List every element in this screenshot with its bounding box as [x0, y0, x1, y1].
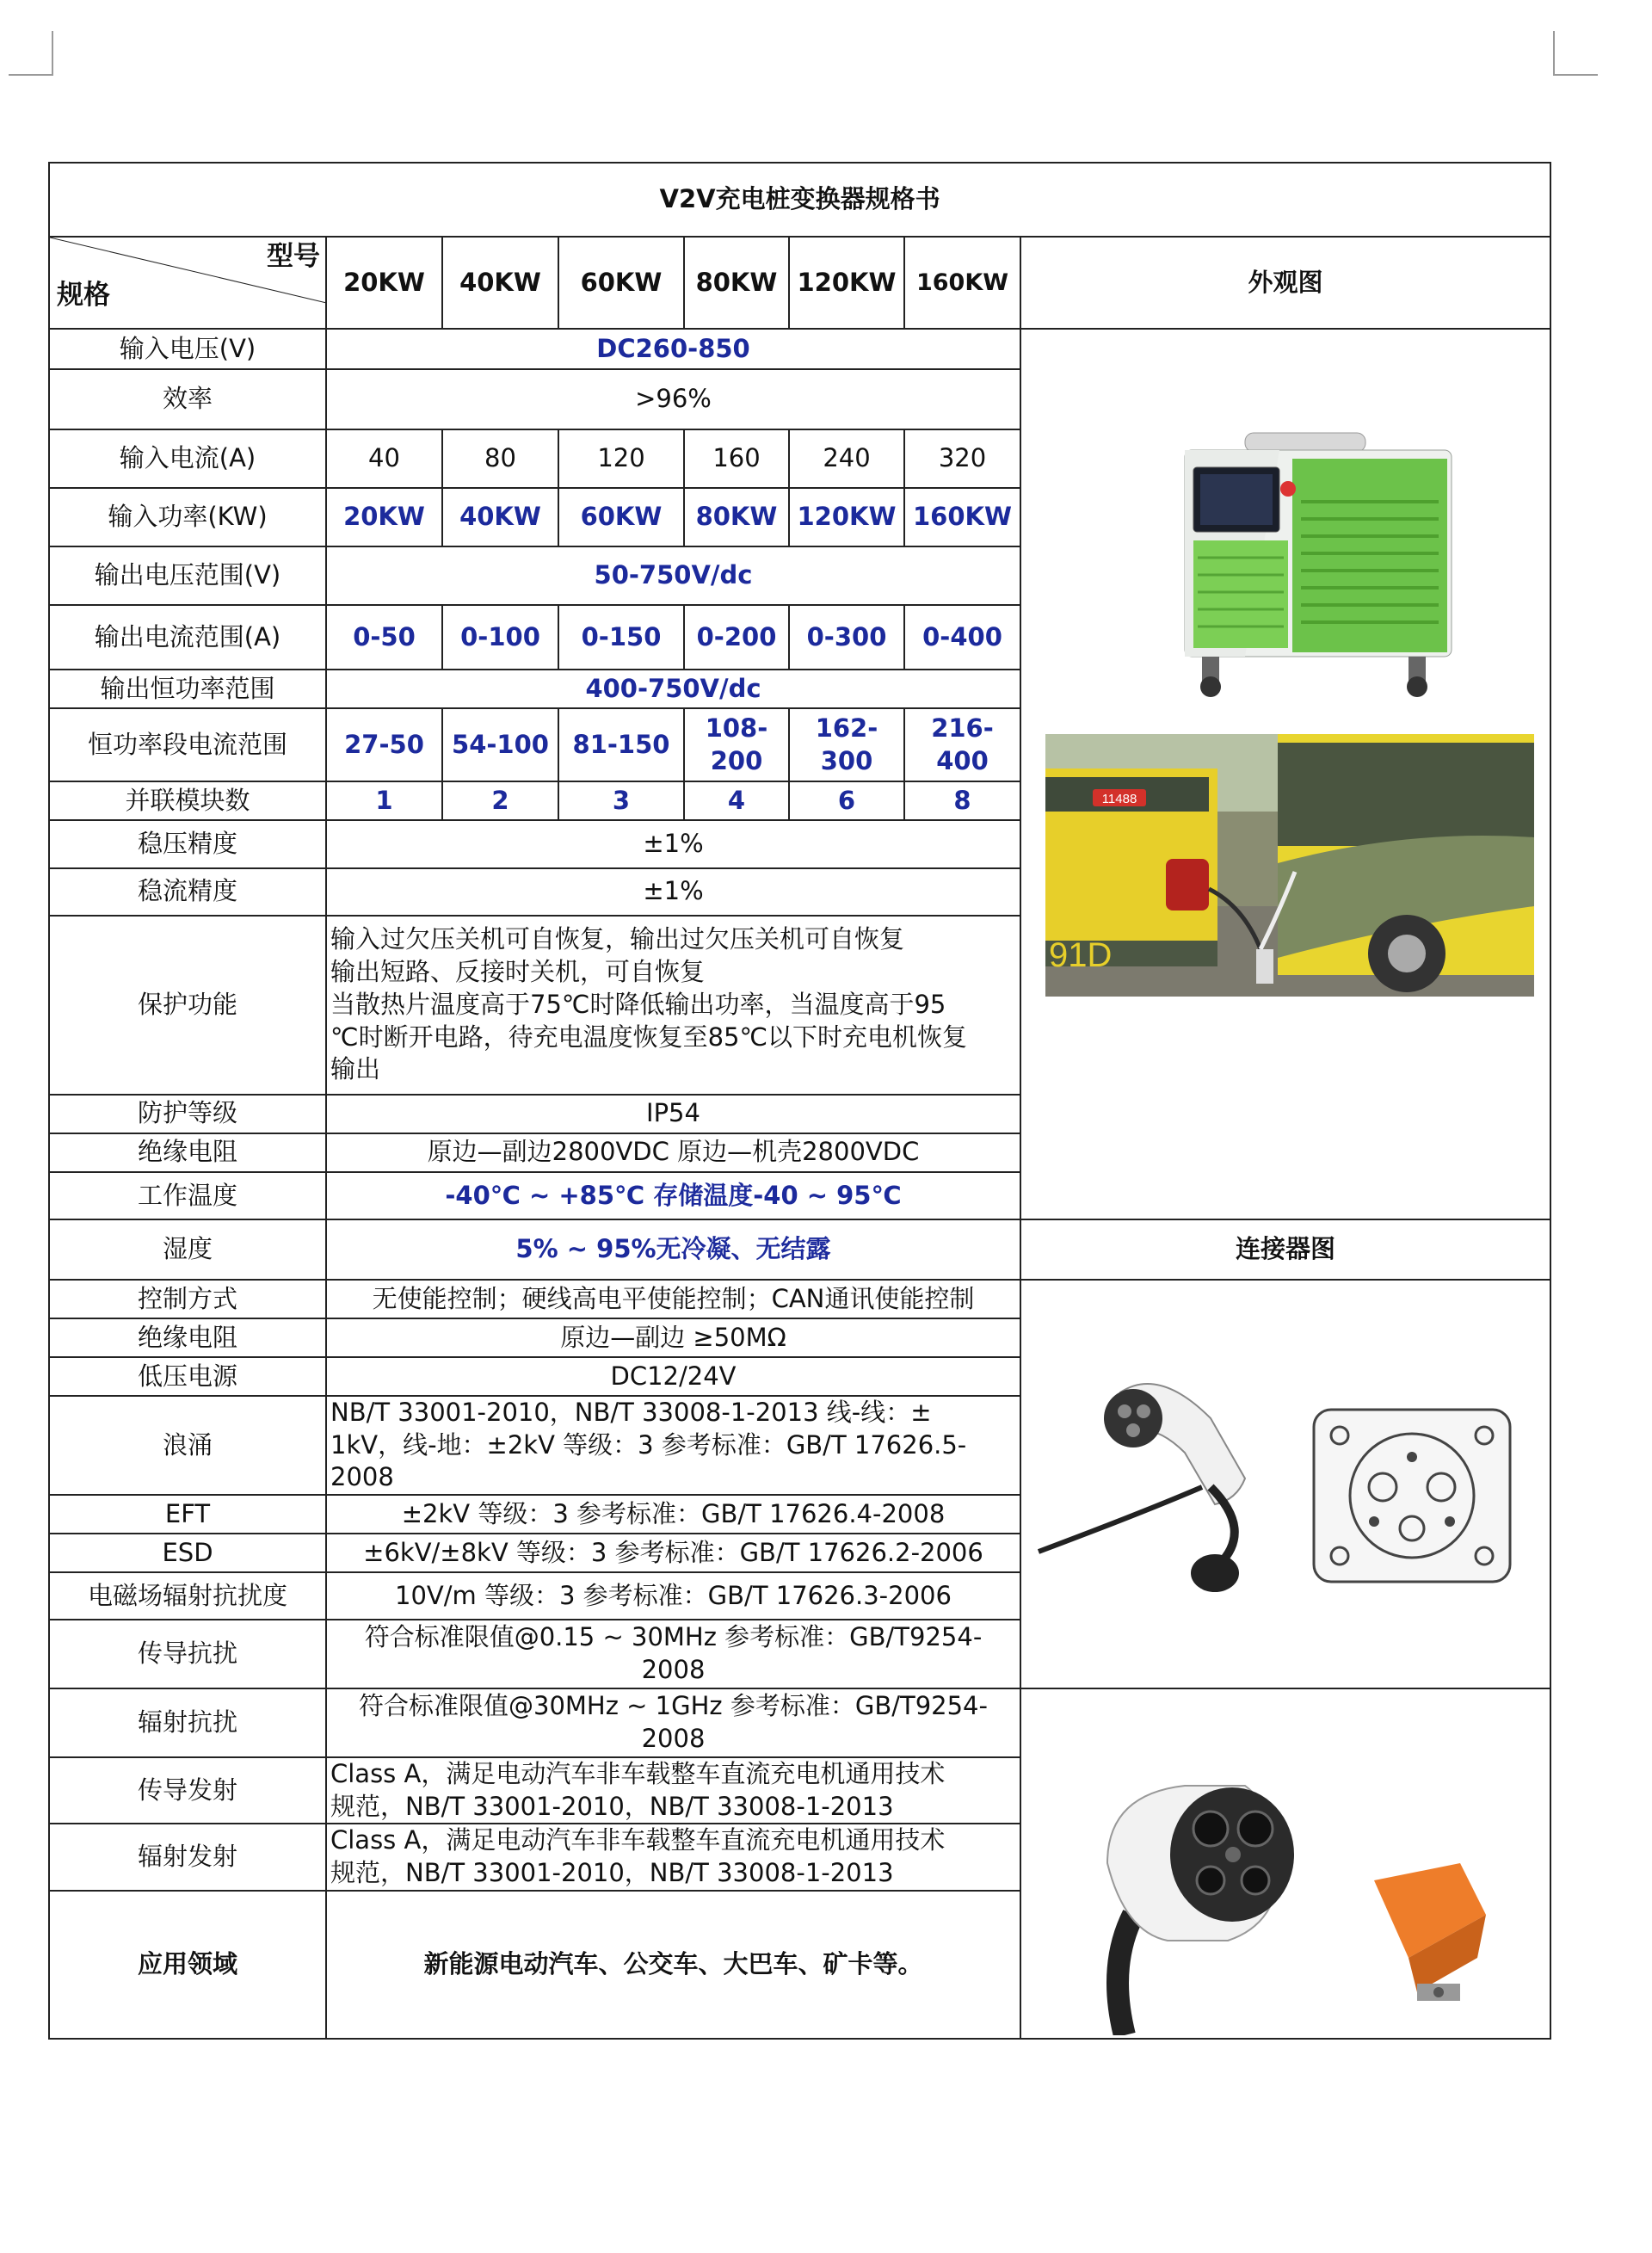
input-power-cell: 120KW: [789, 488, 904, 546]
model-col-20kw: 20KW: [326, 237, 442, 329]
row-label-efficiency: 效率: [49, 369, 326, 429]
humidity-value: 5% ~ 95%无冷凝、无结露: [326, 1219, 1020, 1280]
bus-number: 11488: [1101, 792, 1137, 806]
insulation-2-value: 原边—副边 ≥50MΩ: [326, 1318, 1020, 1357]
parallel-modules-cell: 6: [789, 781, 904, 820]
output-current-cell: 0-50: [326, 605, 442, 670]
em-field-value: 10V/m 等级：3 参考标准：GB/T 17626.3-2006: [326, 1572, 1020, 1620]
parallel-modules-cell: 8: [904, 781, 1020, 820]
socket-diagram: [1314, 1410, 1510, 1582]
model-col-120kw: 120KW: [789, 237, 904, 329]
doc-title: V2V充电桩变换器规格书: [49, 163, 1550, 237]
row-label-input-power: 输入功率(KW): [49, 488, 326, 546]
work-temp-value: -40℃ ~ +85℃ 存储温度-40 ~ 95℃: [326, 1172, 1020, 1219]
radiated-immunity-text: [326, 1688, 1020, 1757]
surge-text: [326, 1396, 1020, 1495]
bus-charging-photo: [1045, 734, 1534, 997]
input-power-cell: 60KW: [558, 488, 684, 546]
input-current-cell: 240: [789, 429, 904, 488]
row-label-ip-rating: 防护等级: [49, 1095, 326, 1133]
conducted-emission-text: [326, 1757, 1020, 1824]
const-power-current-cell: 108-200: [684, 708, 789, 781]
row-label-em-field: 电磁场辐射抗扰度: [49, 1572, 326, 1620]
row-label-const-power-current: 恒功率段电流范围: [49, 708, 326, 781]
connector-photo-cell: [1020, 1688, 1550, 2039]
protection-text: [326, 916, 1020, 1095]
row-label-insulation-1: 绝缘电阻: [49, 1133, 326, 1172]
protection-line: 当散热片温度高于75℃时降低输出功率，当温度高于95: [330, 989, 946, 1019]
ip-rating-value: IP54: [326, 1095, 1020, 1133]
voltage-precision-value: ±1%: [326, 820, 1020, 867]
efficiency-value: >96%: [326, 369, 1020, 429]
row-label-eft: EFT: [49, 1495, 326, 1534]
row-label-input-current: 输入电流(A): [49, 429, 326, 488]
row-label-voltage-precision: 稳压精度: [49, 820, 326, 867]
conducted-emission-line: Class A，满足电动汽车非车载整车直流充电机通用技术: [330, 1759, 946, 1789]
const-power-current-cell: 162-300: [789, 708, 904, 781]
row-label-radiated-emission: 辐射发射: [49, 1824, 326, 1890]
model-col-60kw: 60KW: [558, 237, 684, 329]
radiated-emission-text: [326, 1824, 1020, 1890]
conducted-immunity-text: [326, 1620, 1020, 1688]
radiated-immunity-line: 符合标准限值@30MHz ~ 1GHz 参考标准：GB/T9254-: [359, 1691, 988, 1721]
parallel-modules-cell: 4: [684, 781, 789, 820]
parallel-modules-cell: 3: [558, 781, 684, 820]
row-label-input-voltage: 输入电压(V): [49, 329, 326, 369]
row-label-esd: ESD: [49, 1534, 326, 1572]
output-current-cell: 0-200: [684, 605, 789, 670]
input-current-cell: 320: [904, 429, 1020, 488]
radiated-emission-line: Class A，满足电动汽车非车载整车直流充电机通用技术: [330, 1825, 946, 1855]
protection-line: 输出: [330, 1054, 381, 1084]
input-power-cell: 40KW: [442, 488, 558, 546]
model-col-40kw: 40KW: [442, 237, 558, 329]
appearance-images-cell: [1020, 329, 1550, 1219]
row-label-parallel-modules: 并联模块数: [49, 781, 326, 820]
control-value: 无使能控制；硬线高电平使能控制；CAN通讯使能控制: [326, 1280, 1020, 1318]
row-label-low-voltage: 低压电源: [49, 1357, 326, 1396]
surge-line: 1kV，线-地：±2kV 等级：3 参考标准：GB/T 17626.5-: [330, 1429, 967, 1460]
protection-line: 输入过欠压关机可自恢复，输出过欠压关机可自恢复: [330, 924, 905, 954]
low-voltage-value: DC12/24V: [326, 1357, 1020, 1396]
header-diagonal-cell: [49, 237, 326, 329]
parallel-modules-cell: 1: [326, 781, 442, 820]
output-current-cell: 0-300: [789, 605, 904, 670]
esd-value: ±6kV/±8kV 等级：3 参考标准：GB/T 17626.2-2006: [326, 1534, 1020, 1572]
charging-gun-image: [1039, 1384, 1245, 1592]
input-power-cell: 20KW: [326, 488, 442, 546]
surge-line: 2008: [330, 1462, 394, 1492]
const-power-range-value: 400-750V/dc: [326, 670, 1020, 708]
const-power-current-cell: 54-100: [442, 708, 558, 781]
input-current-cell: 160: [684, 429, 789, 488]
parallel-modules-cell: 2: [442, 781, 558, 820]
output-current-cell: 0-400: [904, 605, 1020, 670]
radiated-emission-line: 规范，NB/T 33001-2010，NB/T 33008-1-2013: [330, 1858, 894, 1888]
const-power-current-cell: 216-400: [904, 708, 1020, 781]
protection-line: 输出短路、反接时关机，可自恢复: [330, 957, 706, 987]
conducted-immunity-line: 2008: [641, 1655, 706, 1685]
bus-plate: 91D: [1049, 936, 1113, 974]
conducted-immunity-line: 符合标准限值@0.15 ~ 30MHz 参考标准：GB/T9254-: [364, 1622, 983, 1652]
connector-images-cell: [1020, 1280, 1550, 1688]
orange-connector-image: [1374, 1863, 1486, 2001]
spec-label: 规格: [57, 279, 110, 311]
row-label-radiated-immunity: 辐射抗扰: [49, 1688, 326, 1757]
row-label-protection: 保护功能: [49, 916, 326, 1095]
row-label-conducted-immunity: 传导抗扰: [49, 1620, 326, 1688]
radiated-immunity-line: 2008: [641, 1724, 706, 1754]
row-label-work-temp: 工作温度: [49, 1172, 326, 1219]
application-value: 新能源电动汽车、公交车、大巴车、矿卡等。: [326, 1891, 1020, 2039]
output-current-cell: 0-150: [558, 605, 684, 670]
row-label-application: 应用领域: [49, 1891, 326, 2039]
row-label-control: 控制方式: [49, 1280, 326, 1318]
connector-photos: [1021, 1691, 1548, 2035]
row-label-current-precision: 稳流精度: [49, 868, 326, 916]
surge-line: NB/T 33001-2010，NB/T 33008-1-2013 线-线：±: [330, 1398, 932, 1427]
insulation-1-value: 原边—副边2800VDC 原边—机壳2800VDC: [326, 1133, 1020, 1172]
current-precision-value: ±1%: [326, 868, 1020, 916]
row-label-humidity: 湿度: [49, 1219, 326, 1280]
row-label-const-power-range: 输出恒功率范围: [49, 670, 326, 708]
input-current-cell: 120: [558, 429, 684, 488]
model-col-80kw: 80KW: [684, 237, 789, 329]
row-label-surge: 浪涌: [49, 1396, 326, 1495]
crop-mark-top-left: [9, 31, 53, 76]
row-label-conducted-emission: 传导发射: [49, 1757, 326, 1824]
conducted-emission-line: 规范，NB/T 33001-2010，NB/T 33008-1-2013: [330, 1791, 894, 1821]
connector-illustrations: [1021, 1281, 1548, 1688]
row-label-output-voltage: 输出电压范围(V): [49, 546, 326, 605]
appearance-illustrations: [1021, 330, 1548, 1219]
model-col-160kw: 160KW: [904, 237, 1020, 329]
appearance-heading: 外观图: [1020, 237, 1550, 329]
dc-charging-gun-image: [1107, 1786, 1294, 2035]
input-voltage-value: DC260-850: [326, 329, 1020, 369]
charger-unit-image: [1185, 433, 1452, 697]
input-current-cell: 80: [442, 429, 558, 488]
model-label: 型号: [267, 241, 320, 272]
input-power-cell: 80KW: [684, 488, 789, 546]
eft-value: ±2kV 等级：3 参考标准：GB/T 17626.4-2008: [326, 1495, 1020, 1534]
output-current-cell: 0-100: [442, 605, 558, 670]
row-label-insulation-2: 绝缘电阻: [49, 1318, 326, 1357]
input-power-cell: 160KW: [904, 488, 1020, 546]
const-power-current-cell: 81-150: [558, 708, 684, 781]
input-current-cell: 40: [326, 429, 442, 488]
protection-line: ℃时断开电路，待充电温度恢复至85℃以下时充电机恢复: [330, 1022, 968, 1052]
crop-mark-top-right: [1553, 31, 1598, 76]
row-label-output-current: 输出电流范围(A): [49, 605, 326, 670]
connector-heading: 连接器图: [1020, 1219, 1550, 1280]
const-power-current-cell: 27-50: [326, 708, 442, 781]
spec-table: [48, 162, 1551, 2040]
output-voltage-value: 50-750V/dc: [326, 546, 1020, 605]
